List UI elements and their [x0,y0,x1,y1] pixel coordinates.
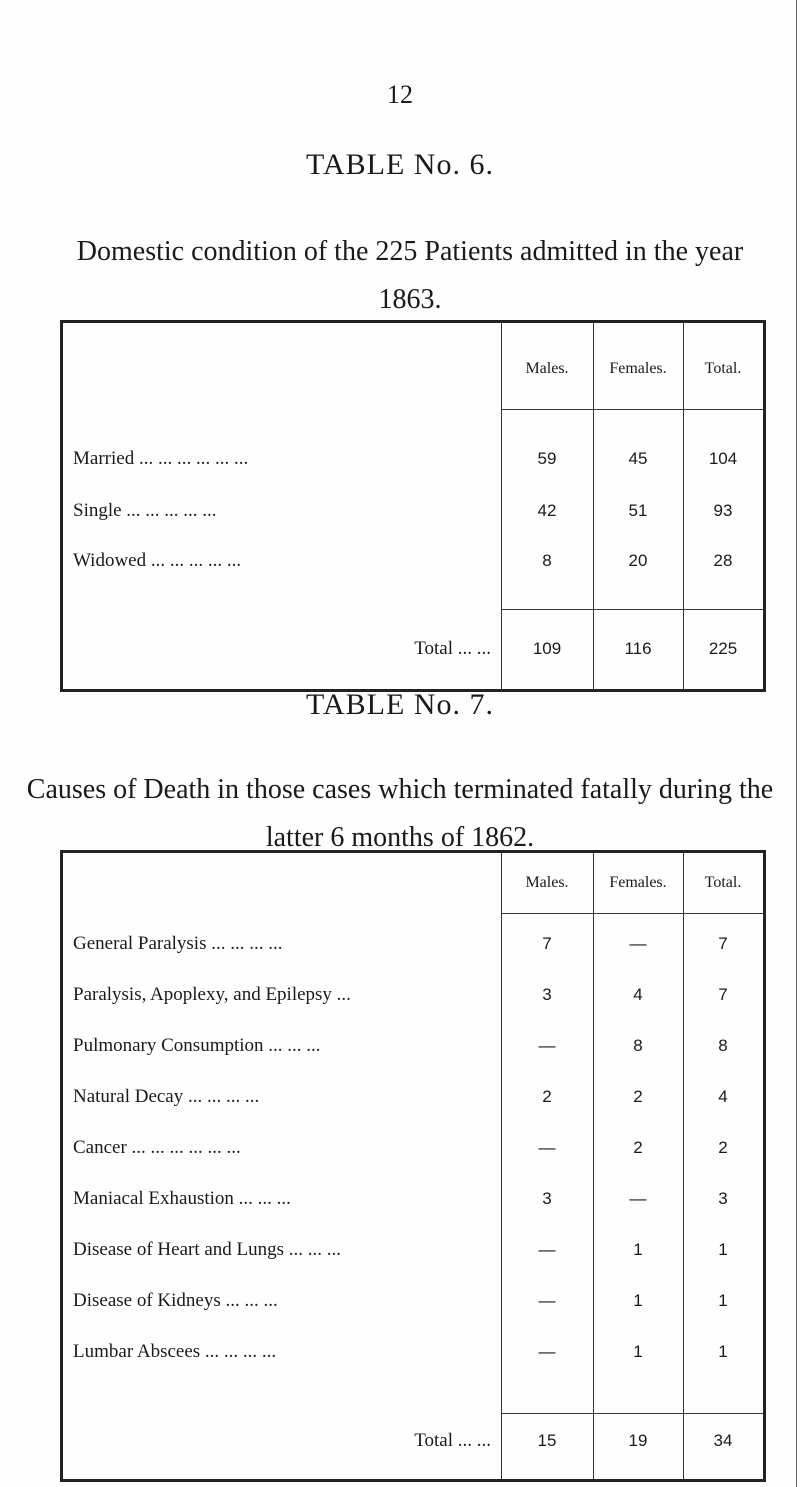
table-row [63,439,763,479]
cell-males: 42 [537,501,557,520]
page-edge-line [796,0,797,1487]
table-row [63,1026,763,1066]
cell-males: 7 [542,934,552,953]
total-males: 109 [532,639,562,658]
cell-males: 59 [537,449,557,468]
row-label: Lumbar Abscees ... ... ... ... [73,1341,277,1362]
total-males: 15 [537,1431,557,1450]
cell-total: 1 [718,1291,728,1310]
cell-total: 7 [718,985,728,1004]
cell-total: 8 [718,1036,728,1055]
cell-total: 1 [718,1240,728,1259]
table6-header-males: Males. [525,360,569,377]
cell-females: 1 [633,1342,643,1361]
cell-total: 28 [713,551,733,570]
cell-males: 3 [542,985,552,1004]
cell-females: 51 [628,501,648,520]
table7 [60,850,766,1482]
cell-females: 1 [633,1291,643,1310]
cell-females: 20 [628,551,648,570]
table-row [63,1128,763,1168]
row-label: Disease of Heart and Lungs ... ... ... [73,1239,342,1260]
table-row [63,975,763,1015]
cell-males: 3 [542,1189,552,1208]
cell-males: — [538,1138,556,1157]
table-row [63,541,763,581]
table-row [63,1281,763,1321]
table-row [63,1230,763,1270]
page-number: 12 [387,80,413,109]
row-label: Disease of Kidneys ... ... ... [73,1290,278,1311]
row-label: Cancer ... ... ... ... ... ... [73,1137,241,1158]
cell-males: 8 [542,551,552,570]
cell-males: — [538,1036,556,1055]
table7-header-males: Males. [525,874,569,891]
cell-females: 4 [633,985,643,1004]
cell-total: 2 [718,1138,728,1157]
cell-total: 7 [718,934,728,953]
row-label: Maniacal Exhaustion ... ... ... [73,1188,291,1209]
cell-total: 93 [713,501,733,520]
cell-males: — [538,1342,556,1361]
row-label: Natural Decay ... ... ... ... [73,1086,260,1107]
cell-total: 4 [718,1087,728,1106]
table6-header-row [63,349,763,389]
row-label: General Paralysis ... ... ... ... [73,933,283,954]
total-females: 116 [624,639,652,658]
cell-females: 2 [633,1087,643,1106]
table-row [63,1179,763,1219]
row-label: Single ... ... ... ... ... [73,500,217,521]
table7-header-females: Females. [609,874,667,891]
cell-total: 3 [718,1189,728,1208]
cell-females: — [629,934,647,953]
table7-header-total: Total. [704,874,742,891]
total-total: 225 [708,639,738,658]
total-label: Total ... ... [414,638,491,659]
cell-females: 2 [633,1138,643,1157]
total-females: 19 [628,1431,648,1450]
cell-total: 1 [718,1342,728,1361]
cell-total: 104 [708,449,738,468]
table-row [63,924,763,964]
table6 [60,320,766,692]
table-row [63,1077,763,1117]
row-label: Pulmonary Consumption ... ... ... [73,1035,321,1056]
cell-females: — [629,1189,647,1208]
table-row [63,491,763,531]
table7-header-row [63,863,763,903]
cell-males: — [538,1240,556,1259]
table6-caption: Domestic condition of the 225 Patients admitted in the year 1863. [76,236,744,315]
table7-title: TABLE No. 7. [306,688,494,721]
table-row [63,1332,763,1372]
row-label: Widowed ... ... ... ... ... [73,550,242,571]
total-total: 34 [713,1431,733,1450]
cell-females: 8 [633,1036,643,1055]
total-label: Total ... ... [414,1430,491,1451]
table7-total-row [63,1421,763,1461]
table6-total-row [63,629,763,669]
table6-title: TABLE No. 6. [306,148,494,181]
table6-header-females: Females. [609,360,667,377]
cell-females: 45 [628,449,648,468]
cell-males: — [538,1291,556,1310]
row-label: Paralysis, Apoplexy, and Epilepsy ... [73,984,351,1005]
cell-males: 2 [542,1087,552,1106]
cell-females: 1 [633,1240,643,1259]
row-label: Married ... ... ... ... ... ... [73,448,249,469]
table7-caption: Causes of Death in those cases which terminated fatally during the latter 6 months of 1862. [26,774,774,853]
table6-header-total: Total. [704,360,742,377]
